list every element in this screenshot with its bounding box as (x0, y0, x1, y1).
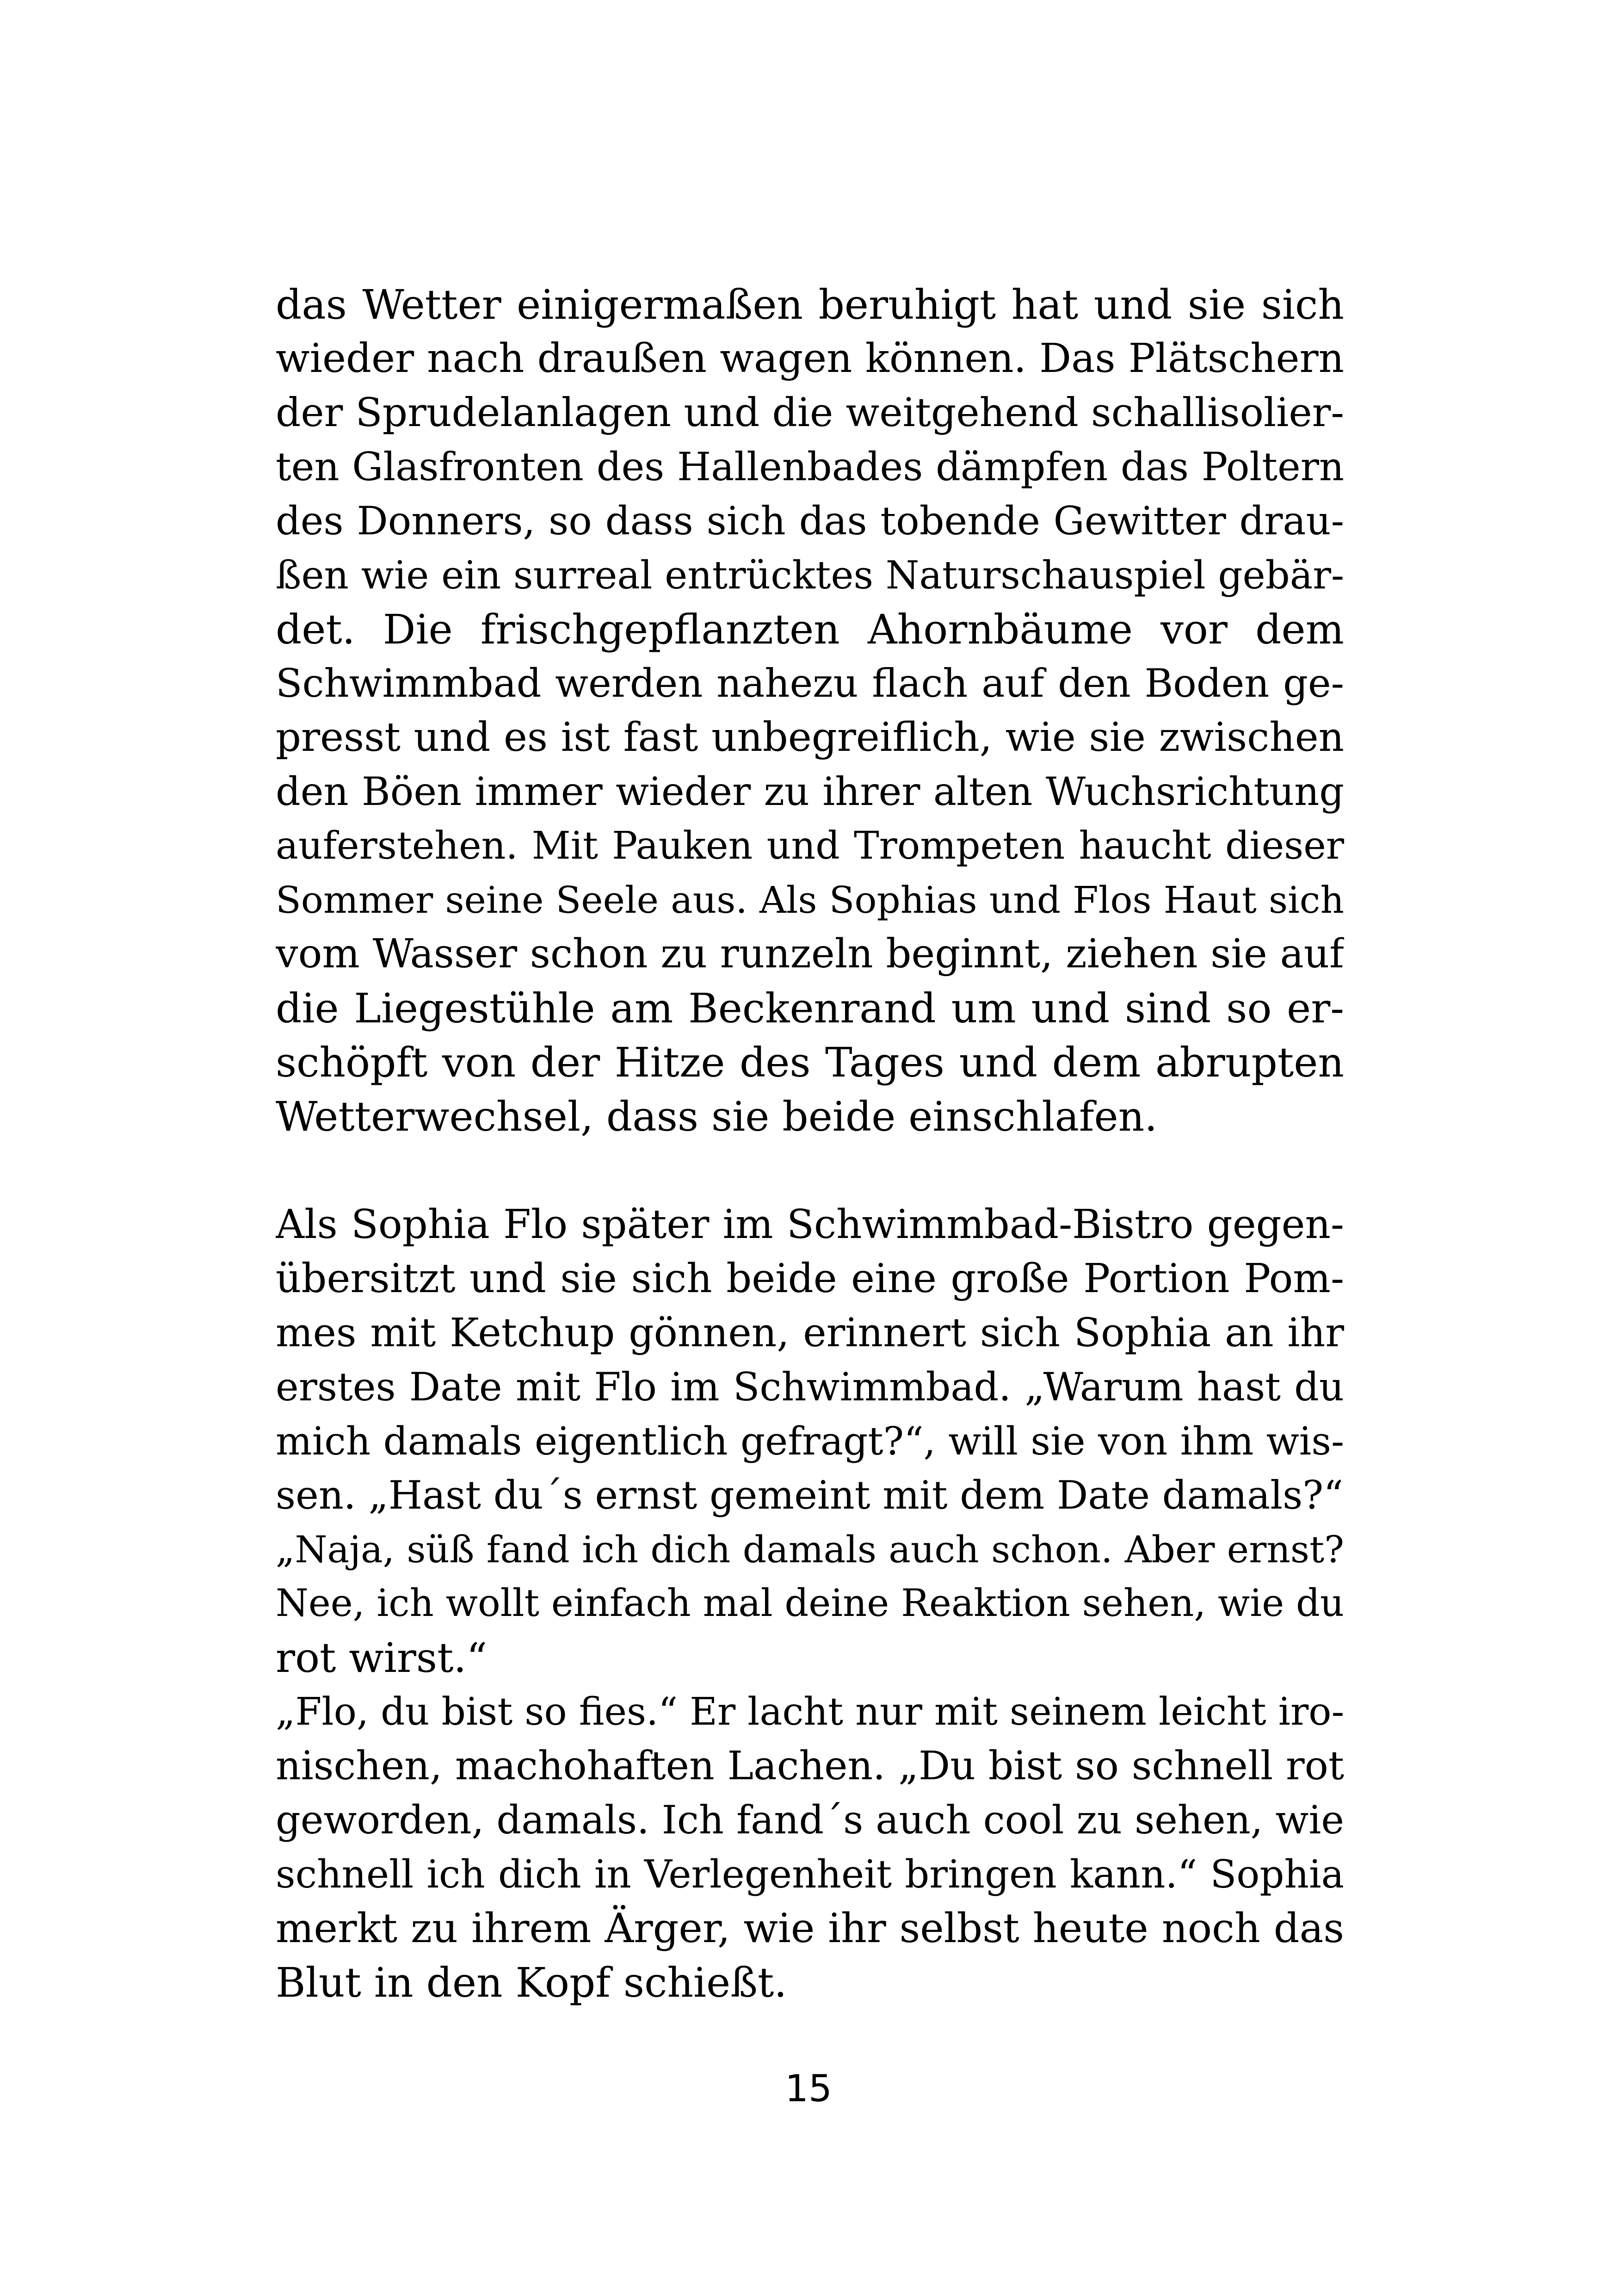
text-line: übersitzt und sie sich beide eine große Portion Pom- (276, 1256, 1344, 1302)
paragraph-spacer (276, 1144, 1344, 1198)
text-line: „Naja, süß fand ich dich damals auch schon. Aber ernst? (276, 1528, 1344, 1571)
text-line: Blut in den Kopf schießt. (276, 1959, 787, 2006)
text-line: rot wirst.“ (276, 1634, 488, 1682)
text-line: Sommer seine Seele aus. Als Sophias und Flos Haut sich (276, 879, 1344, 922)
text-line: den Böen immer wieder zu ihrer alten Wuchsrichtung (276, 769, 1344, 814)
text-line: Als Sophia Flo später im Schwimmbad-Bistro gegen- (276, 1201, 1344, 1248)
text-line: vom Wasser schon zu runzeln beginnt, ziehen sie auf (276, 931, 1344, 977)
body-text (276, 278, 1344, 2010)
text-line: ßen wie ein surreal entrücktes Naturschauspiel gebär- (276, 553, 1344, 598)
page-number: 15 (785, 2067, 832, 2110)
text-line: det. Die frischgepflanzten Ahornbäume vor dem (276, 606, 1344, 653)
paragraph-1 (276, 278, 1344, 1144)
paragraph-3 (276, 1522, 1344, 1685)
text-line: ten Glasfronten des Hallenbades dämpfen das Poltern (276, 444, 1344, 489)
text-line: geworden, damals. Ich fand´s auch cool zu sehen, wie (276, 1797, 1344, 1843)
text-line: wieder nach draußen wagen können. Das Plätschern (276, 335, 1344, 382)
paragraph-2 (276, 1198, 1344, 1522)
text-line: erstes Date mit Flo im Schwimmbad. „Warum hast du (276, 1364, 1344, 1410)
text-line: auferstehen. Mit Pauken und Trompeten haucht dieser (276, 824, 1344, 868)
text-line: merkt zu ihrem Ärger, wie ihr selbst heute noch das (276, 1905, 1344, 1952)
text-line: Schwimmbad werden nahezu flach auf den Boden ge- (276, 661, 1344, 706)
text-line: der Sprudelanlagen und die weitgehend schallisolier- (276, 390, 1344, 436)
text-line: die Liegestühle am Beckenrand um und sind so er- (276, 984, 1344, 1032)
text-line: „Flo, du bist so fies.“ Er lacht nur mit seinem leicht iro- (276, 1690, 1344, 1734)
text-line: presst und es ist fast unbegreiflich, wie sie zwischen (276, 714, 1344, 761)
text-line: sen. „Hast du´s ernst gemeint mit dem Date damals?“ (276, 1473, 1344, 1518)
text-line: Wetterwechsel, dass sie beide einschlafen. (276, 1093, 1158, 1140)
text-line: des Donners, so dass sich das tobende Gewitter drau- (276, 498, 1344, 544)
text-line: schnell ich dich in Verlegenheit bringen kann.“ Sophia (276, 1852, 1344, 1897)
paragraph-4 (276, 1685, 1344, 2010)
text-line: Nee, ich wollt einfach mal deine Reaktion sehen, wie du (276, 1582, 1344, 1625)
text-line: mich damals eigentlich gefragt?“, will sie von ihm wis- (276, 1419, 1344, 1464)
text-line: das Wetter einigermaßen beruhigt hat und sie sich (276, 281, 1344, 328)
text-line: mes mit Ketchup gönnen, erinnert sich Sophia an ihr (276, 1310, 1344, 1356)
text-line: nischen, machohaften Lachen. „Du bist so schnell rot (276, 1743, 1344, 1789)
text-line: schöpft von der Hitze des Tages und dem abrupten (276, 1039, 1344, 1086)
